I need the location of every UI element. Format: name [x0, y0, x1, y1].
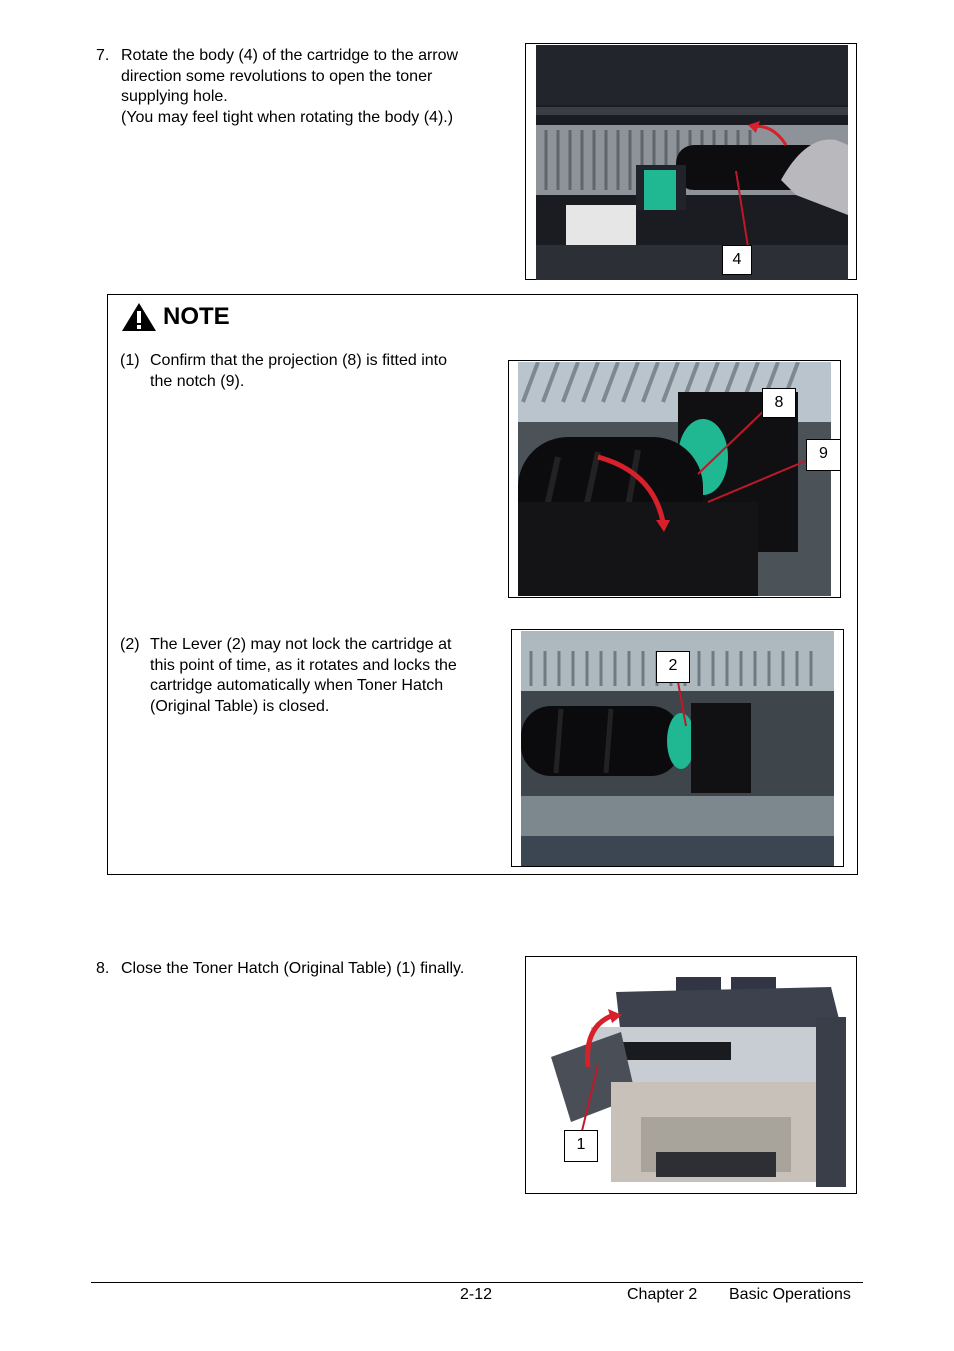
step7-line: (You may feel tight when rotating the body (4).) — [121, 108, 454, 126]
note-item1-line: the notch (9). — [150, 372, 245, 390]
note-box — [107, 294, 858, 875]
note-item2-number: (2) — [120, 636, 140, 653]
note-item2-line: this point of time, as it rotates and locks the — [150, 656, 457, 674]
step8-text: Close the Toner Hatch (Original Table) (1) finally. — [121, 960, 465, 977]
step7-number: 7. — [96, 47, 110, 64]
footer-chapter: Chapter 2 — [627, 1286, 698, 1303]
step8-photo-frame — [525, 956, 857, 1194]
callout-1: 1 — [564, 1130, 598, 1162]
note-item2-line: The Lever (2) may not lock the cartridge at — [150, 636, 452, 653]
note-item1-photo-frame — [508, 360, 841, 598]
step7-line: Rotate the body (4) of the cartridge to the arrow — [121, 47, 459, 64]
step7-line: direction some revolutions to open the toner — [121, 67, 433, 85]
callout-9: 9 — [806, 439, 841, 471]
footer-page-number: 2-12 — [460, 1286, 493, 1303]
step7-photo-frame — [525, 43, 857, 280]
warning-icon — [121, 302, 157, 332]
note-item2-text — [150, 635, 500, 717]
note-title: NOTE — [163, 303, 230, 330]
note-item1-text — [150, 351, 500, 392]
note-item2-photo-frame — [511, 629, 844, 867]
note-item2-line: (Original Table) is closed. — [150, 697, 330, 715]
callout-2: 2 — [656, 651, 690, 683]
note-item1-line: Confirm that the projection (8) is fitted into — [150, 352, 448, 369]
step7-text — [121, 46, 511, 128]
footer-rule — [91, 1282, 863, 1283]
step7-line: supplying hole. — [121, 88, 228, 105]
callout-8: 8 — [762, 388, 796, 418]
note-header — [121, 301, 230, 333]
step8-number: 8. — [96, 960, 110, 977]
note-item2-line: cartridge automatically when Toner Hatch — [150, 677, 444, 694]
note-item1-number: (1) — [120, 352, 140, 369]
footer-section: Basic Operations — [729, 1286, 851, 1303]
callout-4: 4 — [722, 245, 752, 275]
cartridge-rotation-photo — [536, 45, 866, 280]
